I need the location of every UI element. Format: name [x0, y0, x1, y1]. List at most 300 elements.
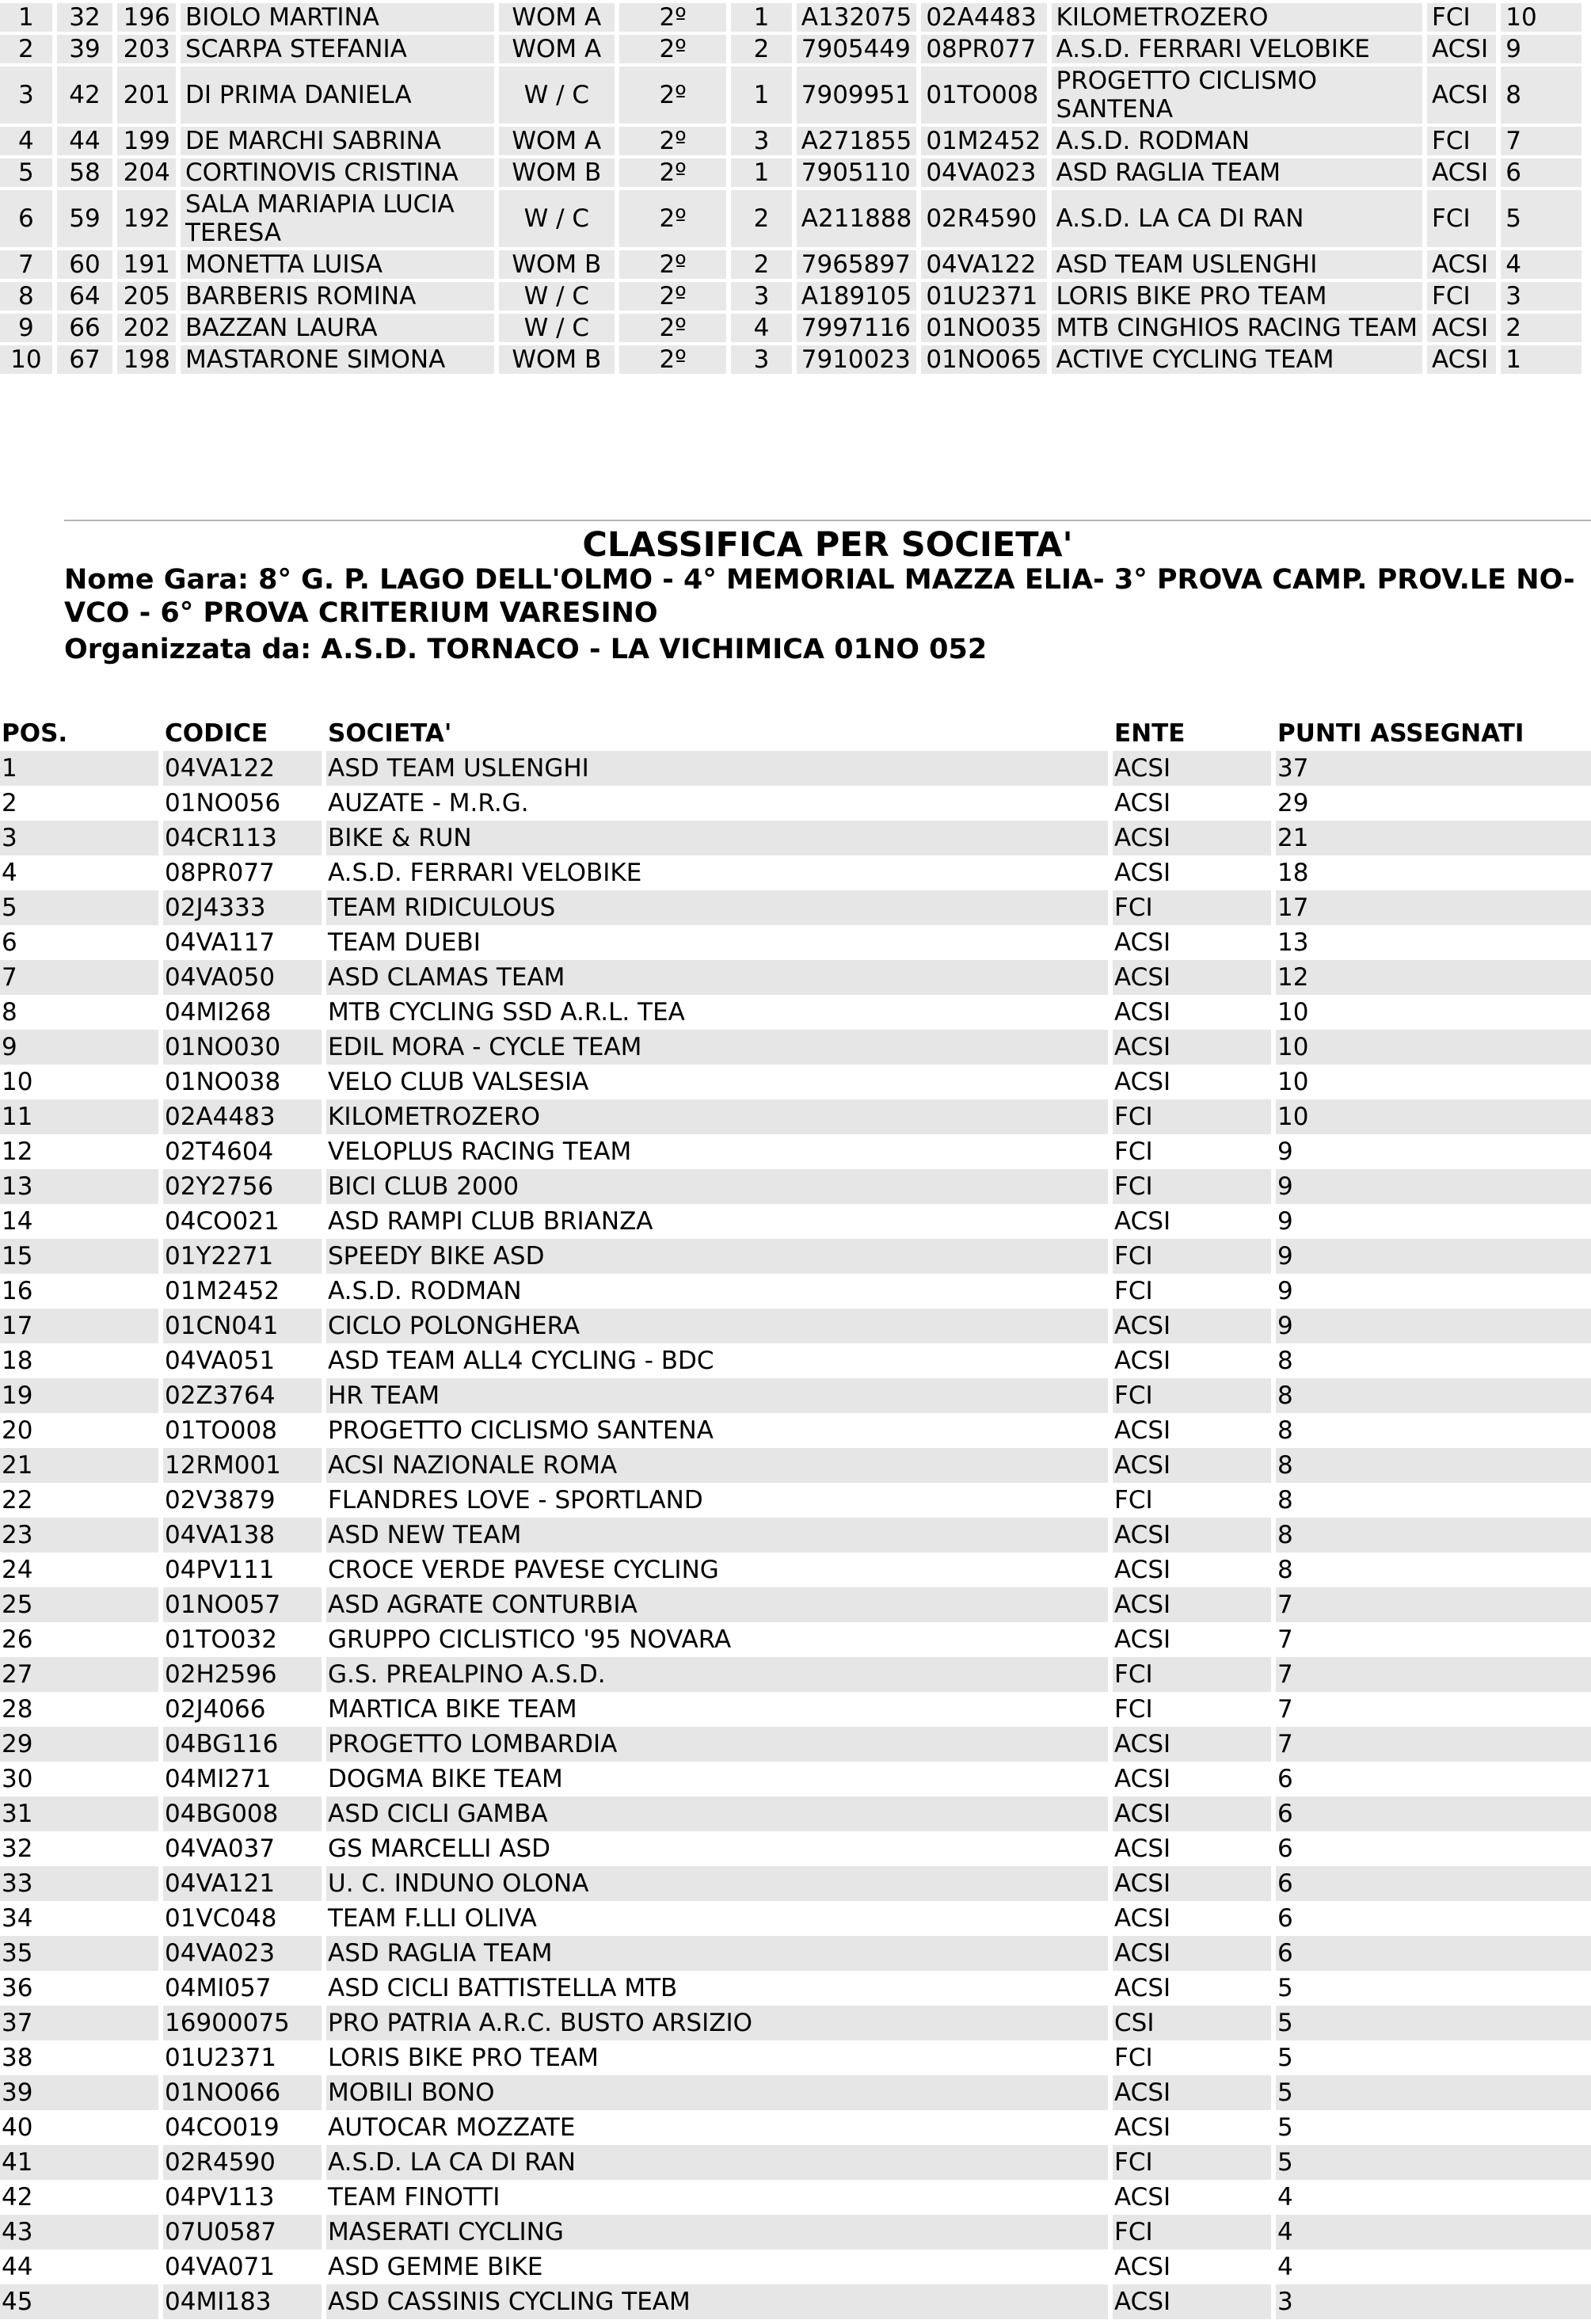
society-code: 01TO008 [163, 1413, 322, 1448]
result-ente: ACSI [1427, 345, 1496, 374]
society-points: 7 [1276, 1587, 1591, 1622]
society-points: 6 [1276, 1936, 1591, 1971]
result-row [0, 3, 1581, 32]
section-divider [64, 520, 1591, 521]
society-code: 02R4590 [163, 2145, 322, 2180]
society-ente: ACSI [1113, 855, 1271, 890]
list-item [0, 1448, 1591, 1483]
result-team-code: 01NO065 [921, 345, 1046, 374]
society-pos: 36 [0, 1971, 158, 2006]
society-code: 04BG008 [163, 1796, 322, 1831]
result-col7: 1 [731, 158, 792, 187]
list-item [0, 2075, 1591, 2110]
result-ente: ACSI [1427, 67, 1496, 124]
society-ente: ACSI [1113, 1901, 1271, 1936]
list-item [0, 1727, 1591, 1762]
header-societa: SOCIETA' [326, 716, 1108, 751]
result-col6: 2º [619, 127, 726, 155]
society-code: 04VA071 [163, 2250, 322, 2284]
header-codice: CODICE [163, 716, 322, 751]
society-ente: ACSI [1113, 1343, 1271, 1378]
result-points: 1 [1501, 345, 1581, 374]
result-team-code: 01NO035 [921, 314, 1046, 342]
result-license: 7909951 [797, 67, 917, 124]
society-points: 7 [1276, 1727, 1591, 1762]
list-item [0, 1971, 1591, 2006]
society-pos: 20 [0, 1413, 158, 1448]
society-code: 04CO021 [163, 1204, 322, 1239]
result-name: DE MARCHI SABRINA [181, 127, 494, 155]
society-name: A.S.D. FERRARI VELOBIKE [326, 855, 1108, 890]
society-ente: ACSI [1113, 1448, 1271, 1483]
result-col2: 44 [57, 127, 113, 155]
header-pos: POS. [0, 716, 158, 751]
society-name: CROCE VERDE PAVESE CYCLING [326, 1553, 1108, 1587]
society-points: 6 [1276, 1866, 1591, 1901]
results-table [0, 0, 1586, 377]
society-name: MASERATI CYCLING [326, 2215, 1108, 2250]
result-team-code: 04VA023 [921, 158, 1046, 187]
society-name: A.S.D. RODMAN [326, 1274, 1108, 1309]
society-pos: 7 [0, 960, 158, 995]
society-name: GRUPPO CICLISTICO '95 NOVARA [326, 1622, 1108, 1657]
result-points: 8 [1501, 67, 1581, 124]
society-ente: ACSI [1113, 821, 1271, 855]
result-pos: 8 [0, 282, 52, 311]
societies-header-row [0, 716, 1591, 751]
society-name: AUTOCAR MOZZATE [326, 2110, 1108, 2145]
society-points: 9 [1276, 1169, 1591, 1204]
society-pos: 25 [0, 1587, 158, 1622]
society-points: 8 [1276, 1448, 1591, 1483]
society-pos: 37 [0, 2006, 158, 2040]
society-pos: 40 [0, 2110, 158, 2145]
list-item [0, 1134, 1591, 1169]
result-team: MTB CINGHIOS RACING TEAM [1052, 314, 1422, 342]
list-item [0, 751, 1591, 786]
society-points: 5 [1276, 2075, 1591, 2110]
society-code: 16900075 [163, 2006, 322, 2040]
result-col6: 2º [619, 282, 726, 311]
society-code: 04VA121 [163, 1866, 322, 1901]
result-col2: 59 [57, 190, 113, 247]
society-ente: CSI [1113, 2006, 1271, 2040]
society-ente: ACSI [1113, 1413, 1271, 1448]
society-code: 04VA050 [163, 960, 322, 995]
result-ente: FCI [1427, 127, 1496, 155]
result-col3: 199 [117, 127, 176, 155]
result-ente: ACSI [1427, 35, 1496, 63]
result-pos: 1 [0, 3, 52, 32]
list-item [0, 1587, 1591, 1622]
society-ente: FCI [1113, 1657, 1271, 1692]
society-pos: 1 [0, 751, 158, 786]
result-col6: 2º [619, 67, 726, 124]
society-points: 9 [1276, 1134, 1591, 1169]
society-name: MOBILI BONO [326, 2075, 1108, 2110]
society-name: ASD CLAMAS TEAM [326, 960, 1108, 995]
list-item [0, 2110, 1591, 2145]
result-category: WOM A [499, 3, 615, 32]
society-name: ASD RAGLIA TEAM [326, 1936, 1108, 1971]
result-col3: 192 [117, 190, 176, 247]
society-code: 04PV111 [163, 1553, 322, 1587]
society-name: BICI CLUB 2000 [326, 1169, 1108, 1204]
society-pos: 32 [0, 1831, 158, 1866]
society-ente: ACSI [1113, 1204, 1271, 1239]
society-code: 02V3879 [163, 1483, 322, 1518]
society-code: 01CN041 [163, 1309, 322, 1343]
result-category: WOM A [499, 35, 615, 63]
result-row [0, 250, 1581, 279]
result-category: W / C [499, 282, 615, 311]
society-name: VELOPLUS RACING TEAM [326, 1134, 1108, 1169]
result-license: A189105 [797, 282, 917, 311]
society-points: 5 [1276, 2145, 1591, 2180]
result-team-code: 01M2452 [921, 127, 1046, 155]
society-code: 04BG116 [163, 1727, 322, 1762]
result-pos: 4 [0, 127, 52, 155]
result-name: BIOLO MARTINA [181, 3, 494, 32]
society-ente: ACSI [1113, 995, 1271, 1030]
society-pos: 27 [0, 1657, 158, 1692]
society-points: 9 [1276, 1239, 1591, 1274]
organizer: Organizzata da: A.S.D. TORNACO - LA VICHIMICA 01NO 052 [64, 634, 988, 665]
society-ente: FCI [1113, 1099, 1271, 1134]
society-code: 01M2452 [163, 1274, 322, 1309]
result-points: 3 [1501, 282, 1581, 311]
result-pos: 3 [0, 67, 52, 124]
list-item [0, 2006, 1591, 2040]
result-col3: 204 [117, 158, 176, 187]
society-ente: ACSI [1113, 960, 1271, 995]
list-item [0, 1204, 1591, 1239]
society-name: PROGETTO LOMBARDIA [326, 1727, 1108, 1762]
society-code: 02Z3764 [163, 1378, 322, 1413]
society-code: 04MI057 [163, 1971, 322, 2006]
society-name: MTB CYCLING SSD A.R.L. TEA [326, 995, 1108, 1030]
society-points: 7 [1276, 1692, 1591, 1727]
society-pos: 10 [0, 1065, 158, 1099]
result-name: MONETTA LUISA [181, 250, 494, 279]
result-pos: 2 [0, 35, 52, 63]
society-code: 04VA051 [163, 1343, 322, 1378]
list-item [0, 2145, 1591, 2180]
result-license: 7905449 [797, 35, 917, 63]
society-pos: 45 [0, 2284, 158, 2319]
society-pos: 24 [0, 1553, 158, 1587]
society-points: 10 [1276, 995, 1591, 1030]
result-team-code: 01U2371 [921, 282, 1046, 311]
society-points: 18 [1276, 855, 1591, 890]
list-item [0, 2250, 1591, 2284]
society-name: VELO CLUB VALSESIA [326, 1065, 1108, 1099]
society-name: TEAM RIDICULOUS [326, 890, 1108, 925]
society-pos: 31 [0, 1796, 158, 1831]
list-item [0, 1553, 1591, 1587]
society-name: ASD NEW TEAM [326, 1518, 1108, 1553]
society-points: 8 [1276, 1483, 1591, 1518]
result-team: ASD TEAM USLENGHI [1052, 250, 1422, 279]
society-pos: 28 [0, 1692, 158, 1727]
list-item [0, 1483, 1591, 1518]
list-item [0, 1518, 1591, 1553]
society-points: 21 [1276, 821, 1591, 855]
society-code: 04VA037 [163, 1831, 322, 1866]
result-col3: 198 [117, 345, 176, 374]
result-col6: 2º [619, 190, 726, 247]
result-team-code: 04VA122 [921, 250, 1046, 279]
society-points: 8 [1276, 1343, 1591, 1378]
society-code: 01Y2271 [163, 1239, 322, 1274]
society-points: 5 [1276, 2110, 1591, 2145]
society-ente: ACSI [1113, 751, 1271, 786]
result-team: LORIS BIKE PRO TEAM [1052, 282, 1422, 311]
society-pos: 22 [0, 1483, 158, 1518]
result-name: CORTINOVIS CRISTINA [181, 158, 494, 187]
society-pos: 15 [0, 1239, 158, 1274]
result-license: 7910023 [797, 345, 917, 374]
society-ente: ACSI [1113, 2250, 1271, 2284]
list-item [0, 1622, 1591, 1657]
society-points: 9 [1276, 1309, 1591, 1343]
society-code: 01NO066 [163, 2075, 322, 2110]
result-col2: 42 [57, 67, 113, 124]
society-points: 6 [1276, 1796, 1591, 1831]
society-code: 08PR077 [163, 855, 322, 890]
result-name: BAZZAN LAURA [181, 314, 494, 342]
society-code: 01NO057 [163, 1587, 322, 1622]
society-name: DOGMA BIKE TEAM [326, 1762, 1108, 1796]
list-item [0, 1866, 1591, 1901]
society-name: TEAM DUEBI [326, 925, 1108, 960]
result-col3: 191 [117, 250, 176, 279]
society-points: 4 [1276, 2215, 1591, 2250]
society-code: 04MI183 [163, 2284, 322, 2319]
society-ente: FCI [1113, 1239, 1271, 1274]
result-col7: 2 [731, 190, 792, 247]
societies-body [0, 751, 1591, 2319]
result-team: ASD RAGLIA TEAM [1052, 158, 1422, 187]
race-name: Nome Gara: 8° G. P. LAGO DELL'OLMO - 4° MEMORIAL MAZZA ELIA- 3° PROVA CAMP. PROV.LE NO-VCO - 6° PROVA CRITERIUM VARESINO [64, 564, 1575, 629]
result-name: SCARPA STEFANIA [181, 35, 494, 63]
result-name: SALA MARIAPIA LUCIA TERESA [181, 190, 494, 247]
result-col6: 2º [619, 345, 726, 374]
result-category: W / C [499, 314, 615, 342]
society-points: 7 [1276, 1657, 1591, 1692]
result-col7: 3 [731, 127, 792, 155]
result-team: KILOMETROZERO [1052, 3, 1422, 32]
society-pos: 19 [0, 1378, 158, 1413]
list-item [0, 995, 1591, 1030]
result-team-code: 02A4483 [921, 3, 1046, 32]
result-ente: ACSI [1427, 250, 1496, 279]
classifica-title: CLASSIFICA PER SOCIETA' [582, 525, 1073, 565]
result-col7: 1 [731, 67, 792, 124]
society-name: ASD RAMPI CLUB BRIANZA [326, 1204, 1108, 1239]
society-name: ASD AGRATE CONTURBIA [326, 1587, 1108, 1622]
society-pos: 2 [0, 786, 158, 821]
society-pos: 5 [0, 890, 158, 925]
list-item [0, 855, 1591, 890]
society-pos: 9 [0, 1030, 158, 1065]
society-ente: ACSI [1113, 1971, 1271, 2006]
result-col7: 3 [731, 345, 792, 374]
result-col2: 58 [57, 158, 113, 187]
society-ente: ACSI [1113, 1796, 1271, 1831]
society-code: 01VC048 [163, 1901, 322, 1936]
society-points: 13 [1276, 925, 1591, 960]
list-item [0, 821, 1591, 855]
society-pos: 26 [0, 1622, 158, 1657]
society-points: 8 [1276, 1553, 1591, 1587]
society-name: G.S. PREALPINO A.S.D. [326, 1657, 1108, 1692]
result-team: A.S.D. FERRARI VELOBIKE [1052, 35, 1422, 63]
society-points: 6 [1276, 1762, 1591, 1796]
list-item [0, 890, 1591, 925]
society-ente: ACSI [1113, 1727, 1271, 1762]
result-name: BARBERIS ROMINA [181, 282, 494, 311]
result-license: 7997116 [797, 314, 917, 342]
society-code: 04CO019 [163, 2110, 322, 2145]
society-pos: 12 [0, 1134, 158, 1169]
society-ente: ACSI [1113, 2110, 1271, 2145]
result-ente: FCI [1427, 3, 1496, 32]
society-name: BIKE & RUN [326, 821, 1108, 855]
list-item [0, 1274, 1591, 1309]
list-item [0, 1901, 1591, 1936]
list-item [0, 1413, 1591, 1448]
society-pos: 35 [0, 1936, 158, 1971]
society-ente: ACSI [1113, 1622, 1271, 1657]
result-team: PROGETTO CICLISMO SANTENA [1052, 67, 1422, 124]
society-points: 4 [1276, 2180, 1591, 2215]
list-item [0, 1309, 1591, 1343]
society-points: 10 [1276, 1030, 1591, 1065]
society-pos: 8 [0, 995, 158, 1030]
result-row [0, 190, 1581, 247]
society-pos: 18 [0, 1343, 158, 1378]
result-col7: 2 [731, 35, 792, 63]
list-item [0, 1796, 1591, 1831]
list-item [0, 1936, 1591, 1971]
result-col6: 2º [619, 314, 726, 342]
society-pos: 41 [0, 2145, 158, 2180]
society-name: ASD GEMME BIKE [326, 2250, 1108, 2284]
society-code: 04MI268 [163, 995, 322, 1030]
result-col6: 2º [619, 158, 726, 187]
society-pos: 33 [0, 1866, 158, 1901]
list-item [0, 1169, 1591, 1204]
society-code: 02T4604 [163, 1134, 322, 1169]
society-name: TEAM F.LLI OLIVA [326, 1901, 1108, 1936]
society-code: 04VA138 [163, 1518, 322, 1553]
result-col7: 4 [731, 314, 792, 342]
result-row [0, 67, 1581, 124]
result-col2: 39 [57, 35, 113, 63]
society-pos: 39 [0, 2075, 158, 2110]
header-punti: PUNTI ASSEGNATI [1276, 716, 1591, 751]
society-name: CICLO POLONGHERA [326, 1309, 1108, 1343]
society-name: SPEEDY BIKE ASD [326, 1239, 1108, 1274]
society-points: 17 [1276, 890, 1591, 925]
society-points: 8 [1276, 1518, 1591, 1553]
society-pos: 38 [0, 2040, 158, 2075]
society-ente: ACSI [1113, 2180, 1271, 2215]
result-col3: 202 [117, 314, 176, 342]
society-points: 29 [1276, 786, 1591, 821]
result-col6: 2º [619, 3, 726, 32]
results-body [0, 3, 1581, 374]
society-ente: FCI [1113, 1274, 1271, 1309]
society-ente: FCI [1113, 2040, 1271, 2075]
result-license: 7965897 [797, 250, 917, 279]
result-pos: 5 [0, 158, 52, 187]
result-col2: 64 [57, 282, 113, 311]
society-ente: FCI [1113, 890, 1271, 925]
society-ente: FCI [1113, 1134, 1271, 1169]
result-points: 6 [1501, 158, 1581, 187]
society-ente: FCI [1113, 1169, 1271, 1204]
society-code: 02H2596 [163, 1657, 322, 1692]
list-item [0, 1099, 1591, 1134]
societies-table [0, 716, 1591, 2319]
society-name: AUZATE - M.R.G. [326, 786, 1108, 821]
result-points: 5 [1501, 190, 1581, 247]
result-col3: 201 [117, 67, 176, 124]
society-points: 5 [1276, 2040, 1591, 2075]
society-name: HR TEAM [326, 1378, 1108, 1413]
list-item [0, 1343, 1591, 1378]
society-ente: FCI [1113, 2145, 1271, 2180]
list-item [0, 1030, 1591, 1065]
list-item [0, 960, 1591, 995]
society-name: GS MARCELLI ASD [326, 1831, 1108, 1866]
society-code: 01NO038 [163, 1065, 322, 1099]
list-item [0, 1657, 1591, 1692]
society-ente: FCI [1113, 2215, 1271, 2250]
list-item [0, 925, 1591, 960]
list-item [0, 1239, 1591, 1274]
list-item [0, 2040, 1591, 2075]
result-license: A211888 [797, 190, 917, 247]
result-category: W / C [499, 190, 615, 247]
list-item [0, 2284, 1591, 2319]
society-code: 01TO032 [163, 1622, 322, 1657]
society-points: 37 [1276, 751, 1591, 786]
society-pos: 21 [0, 1448, 158, 1483]
society-ente: ACSI [1113, 1936, 1271, 1971]
result-col2: 67 [57, 345, 113, 374]
list-item [0, 2180, 1591, 2215]
society-ente: FCI [1113, 1692, 1271, 1727]
result-license: A132075 [797, 3, 917, 32]
society-code: 01NO056 [163, 786, 322, 821]
society-pos: 17 [0, 1309, 158, 1343]
result-col6: 2º [619, 35, 726, 63]
result-col7: 2 [731, 250, 792, 279]
society-name: ASD CASSINIS CYCLING TEAM [326, 2284, 1108, 2319]
society-pos: 6 [0, 925, 158, 960]
society-points: 7 [1276, 1622, 1591, 1657]
society-ente: ACSI [1113, 925, 1271, 960]
society-code: 01U2371 [163, 2040, 322, 2075]
society-name: LORIS BIKE PRO TEAM [326, 2040, 1108, 2075]
result-col2: 66 [57, 314, 113, 342]
result-team: A.S.D. LA CA DI RAN [1052, 190, 1422, 247]
society-code: 01NO030 [163, 1030, 322, 1065]
society-ente: ACSI [1113, 1762, 1271, 1796]
